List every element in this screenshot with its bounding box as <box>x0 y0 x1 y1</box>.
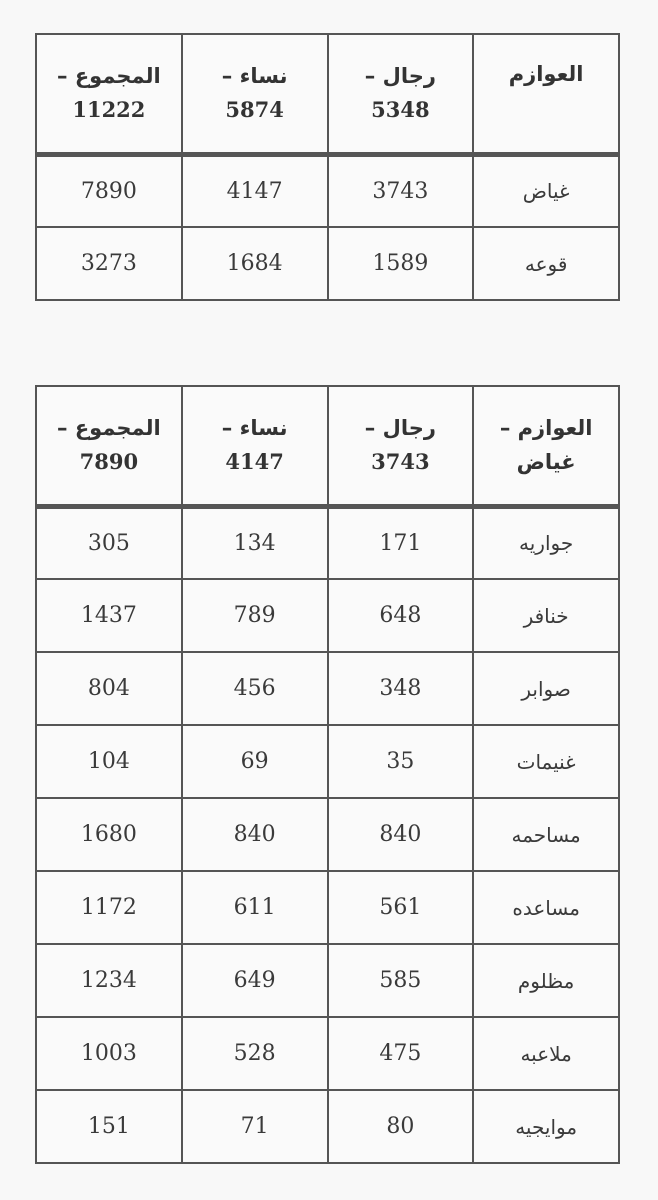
header-tribe-label: العوازم <box>508 62 584 86</box>
header-women <box>182 386 328 506</box>
row-men: 348 <box>328 652 474 725</box>
row-total: 1172 <box>36 871 182 944</box>
row-name: قوعه <box>473 227 619 300</box>
header-women-total: 5874 <box>225 97 284 123</box>
population-table-ghiyadh <box>35 385 620 1164</box>
row-women: 840 <box>182 798 328 871</box>
row-men: 648 <box>328 579 474 652</box>
row-men: 585 <box>328 944 474 1017</box>
row-name: مساحمه <box>473 798 619 871</box>
row-women: 71 <box>182 1090 328 1163</box>
row-women: 1684 <box>182 227 328 300</box>
row-name: خنافر <box>473 579 619 652</box>
header-men <box>328 34 474 154</box>
row-men: 35 <box>328 725 474 798</box>
header-total <box>36 386 182 506</box>
row-total: 1437 <box>36 579 182 652</box>
row-women: 789 <box>182 579 328 652</box>
row-total: 1234 <box>36 944 182 1017</box>
row-women: 69 <box>182 725 328 798</box>
header-total <box>36 34 182 154</box>
header-row <box>36 34 619 154</box>
header-total-total: 7890 <box>79 449 139 475</box>
row-men: 80 <box>328 1090 474 1163</box>
row-women: 528 <box>182 1017 328 1090</box>
row-name: ملاعبه <box>473 1017 619 1090</box>
header-men <box>328 386 474 506</box>
header-men-total: 5348 <box>371 97 430 123</box>
table-row <box>36 944 619 1017</box>
row-men: 3743 <box>328 154 474 227</box>
header-total-label: المجموع – <box>57 64 161 89</box>
row-name: غنيمات <box>473 725 619 798</box>
row-name: مساعده <box>473 871 619 944</box>
header-tribe-label: العوازم – <box>499 416 593 441</box>
row-men: 1589 <box>328 227 474 300</box>
header-women-label: نساء – <box>221 416 288 441</box>
header-men-label: رجال – <box>364 64 436 89</box>
row-name: جواريه <box>473 506 619 579</box>
table-row <box>36 1017 619 1090</box>
row-total: 104 <box>36 725 182 798</box>
header-men-total: 3743 <box>371 449 430 475</box>
table-row <box>36 871 619 944</box>
row-total: 3273 <box>36 227 182 300</box>
row-women: 456 <box>182 652 328 725</box>
header-tribe-sub: غياض <box>516 450 576 475</box>
row-men: 840 <box>328 798 474 871</box>
table-row <box>36 1090 619 1163</box>
table-row <box>36 725 619 798</box>
table-row <box>36 579 619 652</box>
row-name: صوابر <box>473 652 619 725</box>
row-women: 649 <box>182 944 328 1017</box>
row-total: 7890 <box>36 154 182 227</box>
table-row <box>36 154 619 227</box>
header-row <box>36 386 619 506</box>
header-total-total: 11222 <box>72 97 146 123</box>
row-total: 1680 <box>36 798 182 871</box>
row-name: مظلوم <box>473 944 619 1017</box>
population-table-awazem <box>35 33 620 301</box>
row-total: 305 <box>36 506 182 579</box>
header-tribe <box>473 386 619 506</box>
table-row <box>36 506 619 579</box>
row-total: 804 <box>36 652 182 725</box>
table-row <box>36 652 619 725</box>
row-men: 561 <box>328 871 474 944</box>
row-total: 151 <box>36 1090 182 1163</box>
row-women: 134 <box>182 506 328 579</box>
row-name: غياض <box>473 154 619 227</box>
header-men-label: رجال – <box>364 416 436 441</box>
row-women: 611 <box>182 871 328 944</box>
header-women-label: نساء – <box>221 64 288 89</box>
header-women-total: 4147 <box>225 449 284 475</box>
row-men: 475 <box>328 1017 474 1090</box>
header-tribe <box>473 34 619 154</box>
row-women: 4147 <box>182 154 328 227</box>
header-women <box>182 34 328 154</box>
header-total-label: المجموع – <box>57 416 161 441</box>
row-men: 171 <box>328 506 474 579</box>
table-row <box>36 227 619 300</box>
row-name: موايجيه <box>473 1090 619 1163</box>
row-total: 1003 <box>36 1017 182 1090</box>
table-row <box>36 798 619 871</box>
